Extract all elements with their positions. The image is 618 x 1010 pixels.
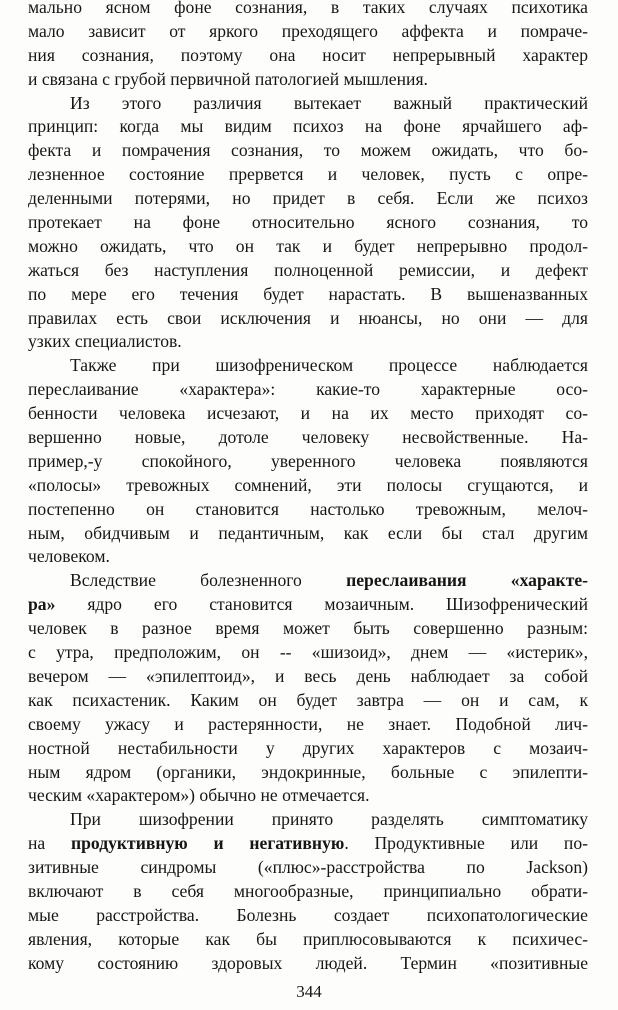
- text-line: мально ясном фоне сознания, в таких случаях психотика: [28, 0, 588, 17]
- text-line: человеком.: [28, 546, 110, 567]
- text-run: ядро его становится мозаичным. Шизофренический: [55, 594, 588, 615]
- text-line: переслаивание «характера»: какие-то характерные осо-: [28, 379, 588, 400]
- text-line: правилах есть свои исключения и нюансы, но они — для: [28, 307, 588, 328]
- text-line: вечером — «эпилептоид», и весь день наблюдает за собой: [28, 665, 588, 686]
- text-line: фекта и помрачения сознания, то можем ожидать, что бо-: [28, 140, 588, 161]
- text-line: и связана с грубой первичной патологией мышления.: [28, 68, 428, 89]
- text-line: человек в разное время может быть совершенно разным:: [28, 618, 588, 639]
- text-line: ческим «характером») обычно не отмечается.: [28, 785, 370, 806]
- text-line: Из этого различия вытекает важный практический: [70, 92, 588, 113]
- text-run: на: [28, 833, 71, 854]
- text-line: мые расстройства. Болезнь создает психопатологические: [28, 904, 588, 925]
- text-line: «полосы» тревожных сомнений, эти полосы сгущаются, и: [28, 474, 588, 495]
- text-line: с утра, предположим, он -- «шизоид», днем — «истерик»,: [28, 642, 588, 663]
- text-line: ным, обидчивым и педантичным, как если бы стал другим: [28, 522, 588, 543]
- text-line: [28, 593, 588, 617]
- text-line: жаться без наступления полноценной ремиссии, и дефект: [28, 259, 588, 280]
- bold-term: ра»: [28, 594, 56, 615]
- text-run: Вследствие болезненного: [70, 570, 347, 591]
- text-line: постепенно он становится настолько тревожным, мелоч-: [28, 498, 588, 519]
- text-line: ния сознания, поэтому она носит непрерывный характер: [28, 44, 588, 65]
- text-line: [28, 569, 588, 593]
- text-line: явления, которые как бы приплюсовываются к психичес-: [28, 928, 588, 949]
- text-line: бенности человека исчезают, и на их место приходят со-: [28, 403, 588, 424]
- text-line: деленными потерями, но придет в себя. Если же психоз: [28, 188, 588, 209]
- text-line: ным ядром (органики, эндокринные, больные с эпилепти-: [28, 761, 588, 782]
- text-line: как психастеник. Каким он будет завтра — он и сам, к: [28, 689, 588, 710]
- text-line: При шизофрении принято разделять симптоматику: [70, 809, 588, 830]
- text-line: своему ужасу и растерянности, не знает. Подобной лич-: [28, 713, 588, 734]
- text-line: включают в себя многообразные, принципиально обрати-: [28, 880, 588, 901]
- text-line: мало зависит от яркого преходящего аффекта и помраче-: [28, 20, 588, 41]
- bold-term: переслаивания «характе-: [346, 570, 588, 591]
- text-line: зитивные синдромы («плюс»-расстройства по Jackson): [28, 857, 588, 878]
- text-line: ностной нестабильности у других характеров с мозаич-: [28, 737, 588, 758]
- text-line: вершенно новые, дотоле человеку несвойственные. На-: [28, 427, 588, 448]
- text-line: по мере его течения будет нарастать. В вышеназванных: [28, 283, 588, 304]
- body-text: [28, 0, 588, 976]
- text-line: лезненное состояние прервется и человек, пусть с опре-: [28, 164, 588, 185]
- text-line: кому состоянию здоровых людей. Термин «позитивные: [28, 952, 588, 973]
- bold-term: продуктивную и негативную: [71, 833, 345, 854]
- text-run: . Продуктивные или по-: [344, 833, 589, 854]
- text-line: принцип: когда мы видим психоз на фоне ярчайшего аф-: [28, 116, 588, 137]
- text-line: [28, 832, 588, 856]
- page-number: 344: [296, 982, 322, 1001]
- text-line: можно ожидать, что он так и будет непрерывно продол-: [28, 235, 588, 256]
- text-line: узких специалистов.: [28, 331, 182, 352]
- text-line: Также при шизофреническом процессе наблюдается: [70, 355, 588, 376]
- text-line: пример,-у спокойного, уверенного человека появляются: [28, 450, 588, 471]
- text-line: протекает на фоне относительно ясного сознания, то: [28, 212, 588, 233]
